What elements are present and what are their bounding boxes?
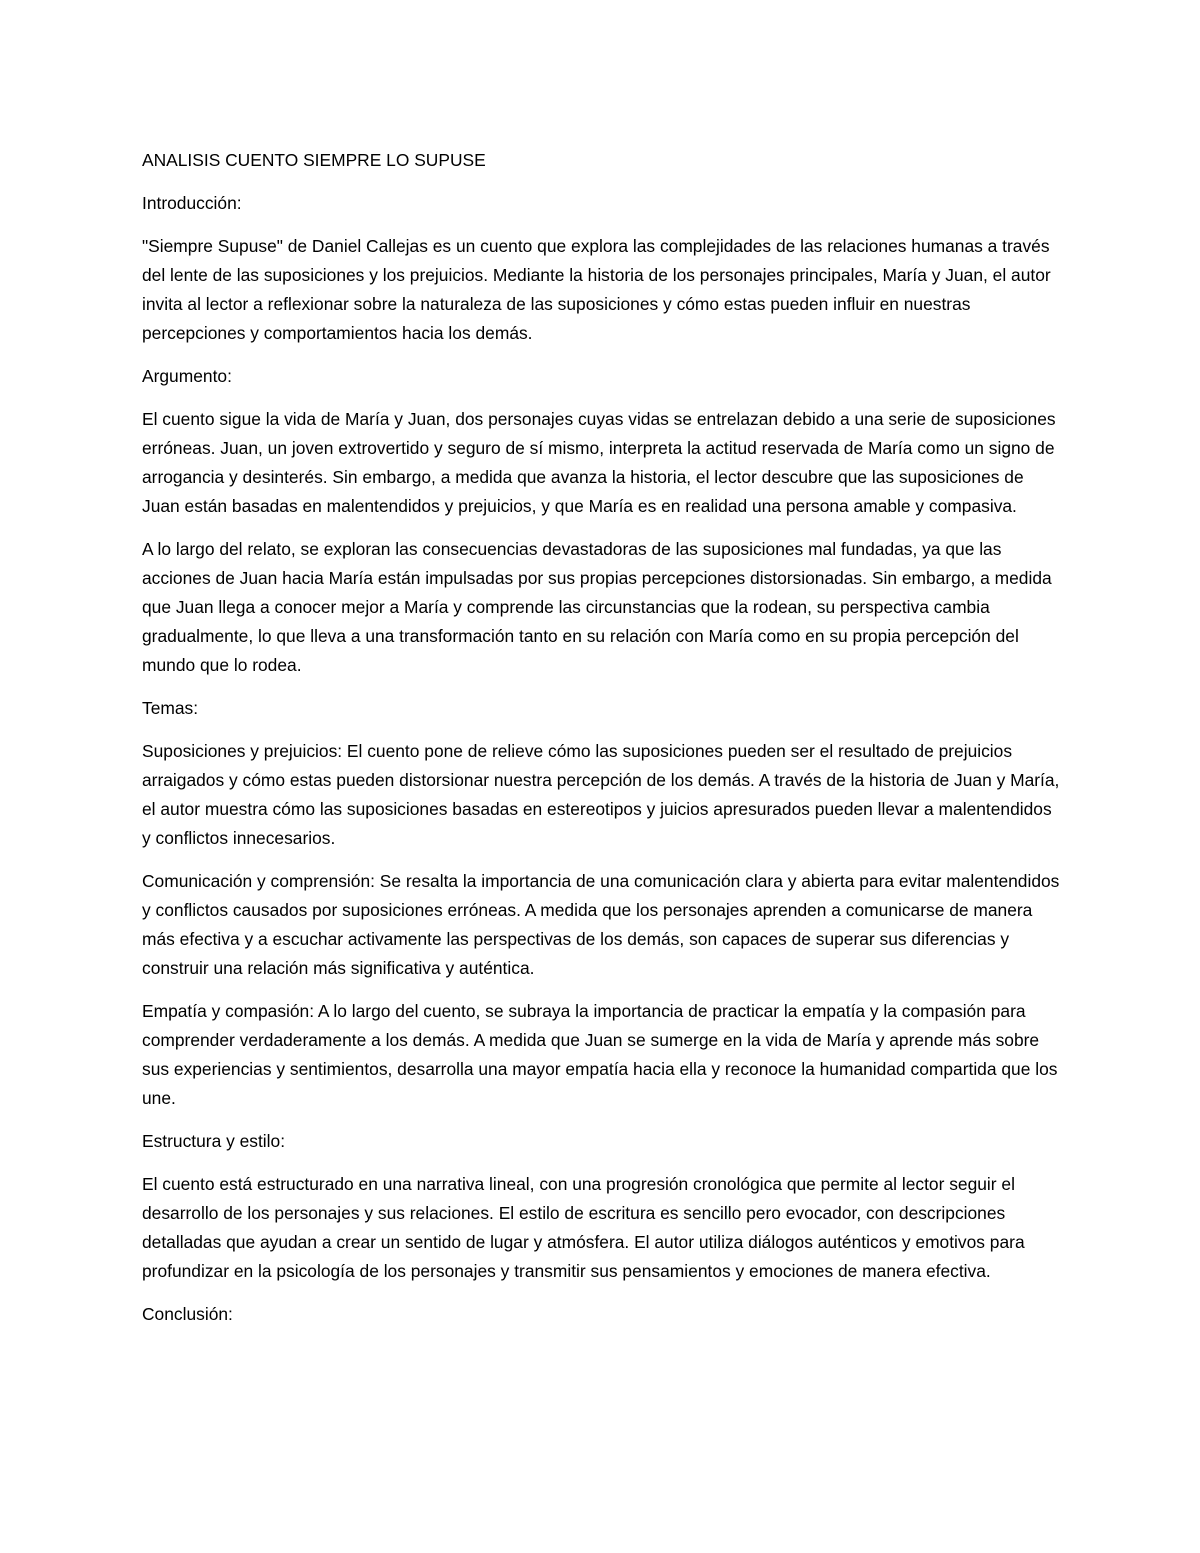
- theme-paragraph-3: Empatía y compasión: A lo largo del cuento, se subraya la importancia de practicar la empatía y la compasión para comprender verdaderamente a los demás. A medida que Juan se sumerge en la vida de María y aprende más sobre sus experiencias y sentimientos, desarrolla una mayor empatía hacia ella y reconoce la humanidad compartida que los une.: [142, 1001, 1058, 1108]
- conclusion-heading: Conclusión:: [142, 1304, 233, 1324]
- theme-paragraph-2: Comunicación y comprensión: Se resalta la importancia de una comunicación clara y abierta para evitar malentendidos y conflictos causados por suposiciones erróneas. A medida que los personajes aprenden a comunicarse de manera más efectiva y a escuchar activamente las perspectivas de los demás, son capaces de superar sus diferencias y construir una relación más significativa y auténtica.: [142, 871, 1060, 978]
- style-heading: Estructura y estilo:: [142, 1131, 286, 1151]
- plot-paragraph-1: El cuento sigue la vida de María y Juan, dos personajes cuyas vidas se entrelazan debido a una serie de suposiciones erróneas. Juan, un joven extrovertido y seguro de sí mismo, interpreta la actitud reservada de María como un signo de arrogancia y desinterés. Sin embargo, a medida que avanza la historia, el lector descubre que las suposiciones de Juan están basadas en malentendidos y prejuicios, y que María es en realidad una persona amable y compasiva.: [142, 409, 1056, 516]
- themes-heading: Temas:: [142, 698, 199, 718]
- document-body: [142, 146, 1062, 1343]
- style-paragraph: El cuento está estructurado en una narrativa lineal, con una progresión cronológica que permite al lector seguir el desarrollo de los personajes y sus relaciones. El estilo de escritura es sencillo pero evocador, con descripciones detalladas que ayudan a crear un sentido de lugar y atmósfera. El autor utiliza diálogos auténticos y emotivos para profundizar en la psicología de los personajes y transmitir sus pensamientos y emociones de manera efectiva.: [142, 1174, 1025, 1281]
- theme-paragraph-1: Suposiciones y prejuicios: El cuento pone de relieve cómo las suposiciones pueden ser el resultado de prejuicios arraigados y cómo estas pueden distorsionar nuestra percepción de los demás. A través de la historia de Juan y María, el autor muestra cómo las suposiciones basadas en estereotipos y juicios apresurados pueden llevar a malentendidos y conflictos innecesarios.: [142, 741, 1060, 848]
- intro-paragraph: "Siempre Supuse" de Daniel Callejas es un cuento que explora las complejidades de las relaciones humanas a través del lente de las suposiciones y los prejuicios. Mediante la historia de los personajes principales, María y Juan, el autor invita al lector a reflexionar sobre la naturaleza de las suposiciones y cómo estas pueden influir en nuestras percepciones y comportamientos hacia los demás.: [142, 236, 1051, 343]
- plot-heading: Argumento:: [142, 366, 232, 386]
- document-title: ANALISIS CUENTO SIEMPRE LO SUPUSE: [142, 150, 486, 170]
- plot-paragraph-2: A lo largo del relato, se exploran las consecuencias devastadoras de las suposiciones mal fundadas, ya que las acciones de Juan hacia María están impulsadas por sus propias percepciones distorsionadas. Sin embargo, a medida que Juan llega a conocer mejor a María y comprende las circunstancias que la rodean, su perspectiva cambia gradualmente, lo que lleva a una transformación tanto en su relación con María como en su propia percepción del mundo que lo rodea.: [142, 539, 1052, 675]
- intro-heading: Introducción:: [142, 193, 242, 213]
